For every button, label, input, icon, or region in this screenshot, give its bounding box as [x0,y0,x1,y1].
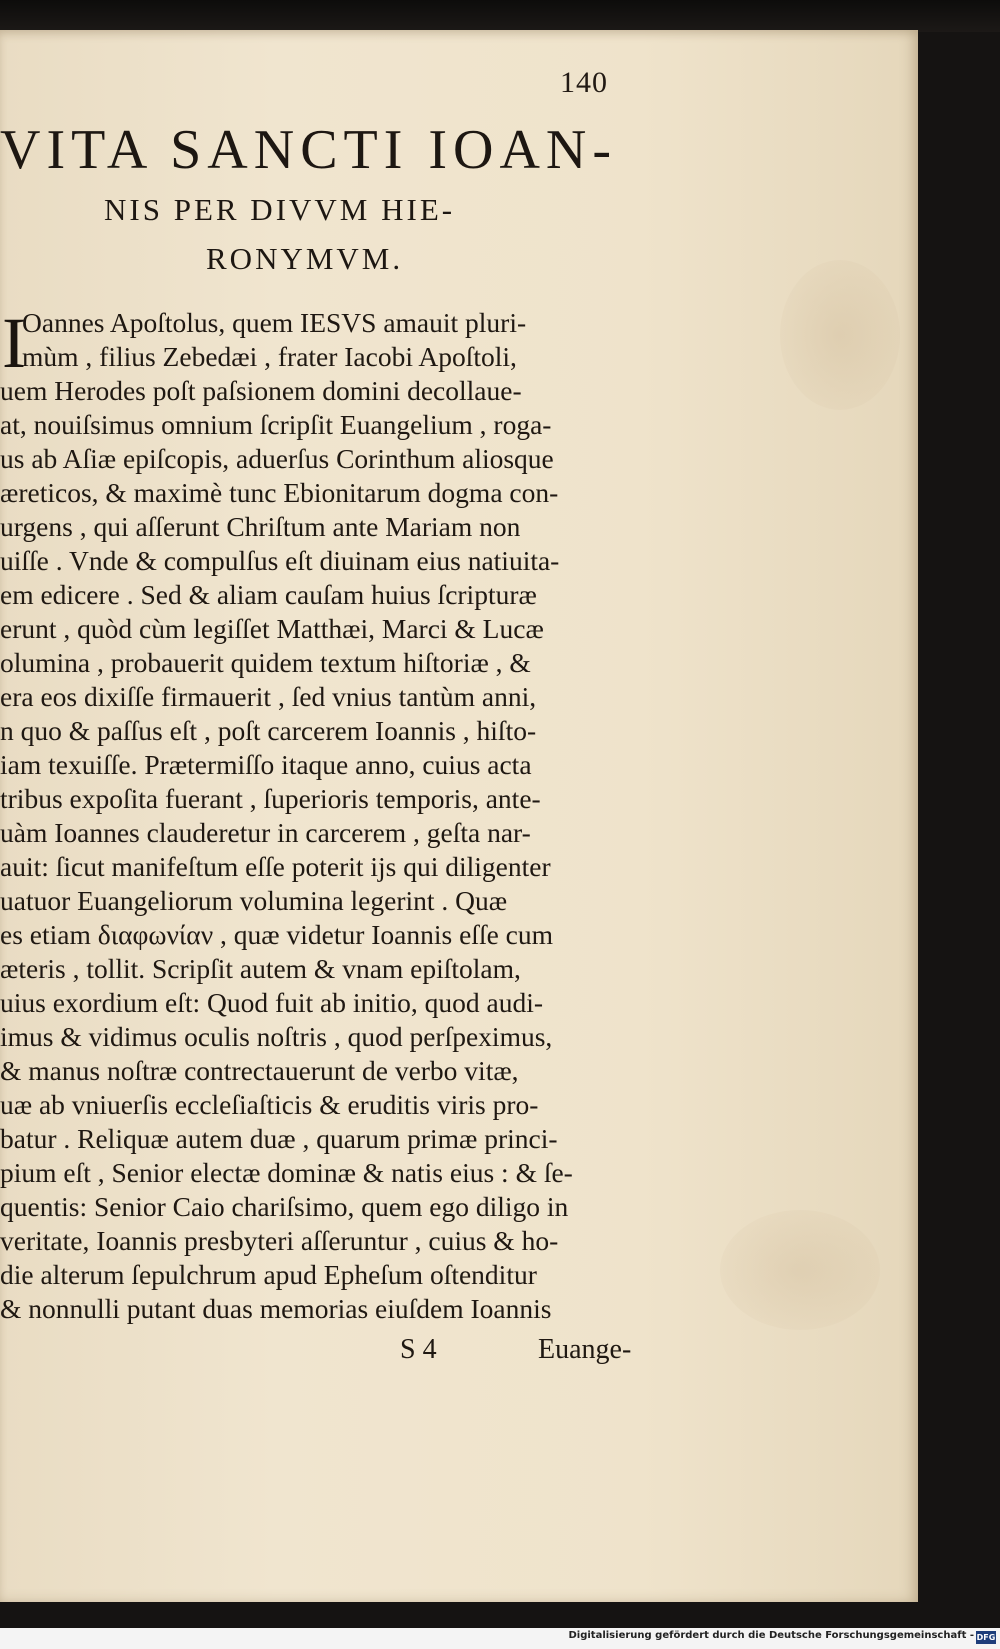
dfg-logo: DFG [976,1633,996,1642]
scanner-top-edge [0,0,1000,32]
text-line: tribus expoſita fuerant , ſuperioris temporis, ante- [0,783,541,814]
chapter-title-line-2: NIS PER DIVVM HIE- [104,192,456,227]
text-line: pium eſt , Senior electæ dominæ & natis eius : & ſe- [0,1157,573,1188]
text-line: at, nouiſsimus omnium ſcripſit Euangelium , roga- [0,409,552,440]
signature-mark: S 4 [400,1334,437,1365]
text-line: æreticos, & maximè tunc Ebionitarum dogma con- [0,477,559,508]
catchword: Euange- [538,1334,632,1365]
chapter-title-line-1: VITA SANCTI IOAN- [0,119,618,181]
text-line: quentis: Senior Caio chariſsimo, quem ego diligo in [0,1191,569,1222]
paper-stain [720,1210,880,1330]
text-line: n quo & paſſus eſt , poſt carcerem Ioannis , hiſto- [0,715,537,746]
text-line: veritate, Ioannis presbyteri aſſeruntur , cuius & ho- [0,1225,559,1256]
text-line: uem Herodes poſt paſsionem domini decollaue- [0,375,522,406]
text-line: uæ ab vniuerſis eccleſiaſticis & eruditis viris pro- [0,1089,539,1120]
text-line: uàm Ioannes clauderetur in carcerem , geſta nar- [0,817,531,848]
text-line: æteris , tollit. Scripſit autem & vnam epiſtolam, [0,953,521,984]
text-line: iam texuiſſe. Prætermiſſo itaque anno, cuius acta [0,749,532,780]
text-line: & manus noſtræ contrectauerunt de verbo vitæ, [0,1055,519,1086]
text-line: imus & vidimus oculis noſtris , quod perſpeximus, [0,1021,553,1052]
text-line: em edicere . Sed & aliam cauſam huius ſcripturæ [0,579,537,610]
drop-initial: I [2,303,26,383]
text-line: uatuor Euangeliorum volumina legerint . Quæ [0,885,508,916]
text-line: uiſſe . Vnde & compulſus eſt diuinam eius natiuita- [0,545,560,576]
page-number: 140 [560,66,608,99]
text-line: us ab Aſiæ epiſcopis, aduerſus Corinthum aliosque [0,443,554,474]
text-line: es etiam διαφωνίαν , quæ videtur Ioannis eſſe cum [0,919,554,950]
text-line: erunt , quòd cùm legiſſet Matthæi, Marci & Lucæ [0,613,544,644]
text-line: & nonnulli putant duas memorias eiuſdem Ioannis [0,1293,552,1324]
text-line: die alterum ſepulchrum apud Epheſum oſtenditur [0,1259,537,1290]
text-line: uius exordium eſt: Quod fuit ab initio, quod audi- [0,987,544,1018]
chapter-title-line-3: RONYMVM. [206,241,404,276]
text-line: auit: ſicut manifeſtum eſſe poterit ijs qui diligenter [0,851,551,882]
funding-notice: Digitalisierung gefördert durch die Deutsche Forschungsgemeinschaft - [568,1630,974,1641]
text-line: batur . Reliquæ autem duæ , quarum primæ princi- [0,1123,558,1154]
text-line: olumina , probauerit quidem textum hiſtoriæ , & [0,647,531,678]
body-text [0,303,650,1326]
text-line: mùm , filius Zebedæi , frater Iacobi Apoſtoli, [22,341,517,372]
paper-stain [780,260,900,410]
text-line: era eos dixiſſe firmauerit , ſed vnius tantùm anni, [0,681,537,712]
text-line: urgens , qui aſſerunt Chriſtum ante Mariam non [0,511,521,542]
text-line: Oannes Apoſtolus, quem IESVS amauit pluri- [22,307,527,338]
